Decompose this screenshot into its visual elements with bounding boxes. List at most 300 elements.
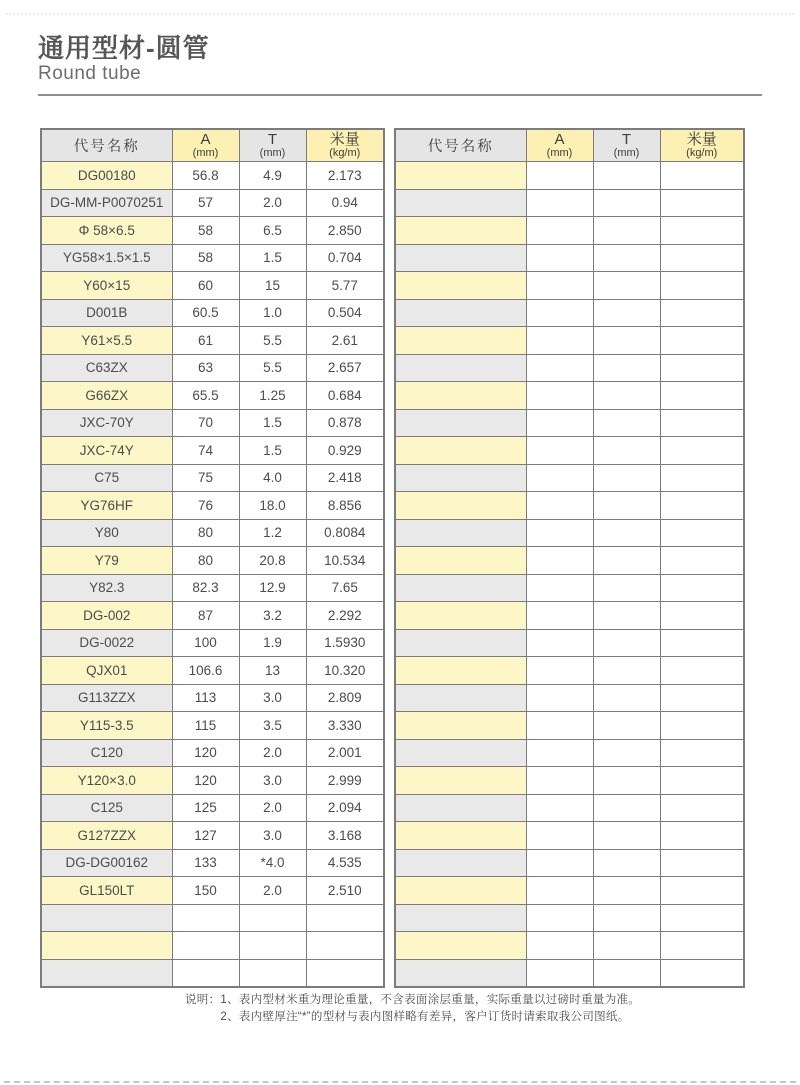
- cell-code-name: [395, 767, 526, 795]
- cell-a-mm: 70: [172, 409, 239, 437]
- cell-a-mm: 120: [172, 739, 239, 767]
- cell-t-mm: [593, 877, 660, 905]
- cell-a-mm: [526, 712, 593, 740]
- cell-weight: [660, 437, 744, 465]
- table-row: [41, 849, 384, 877]
- table-row: [41, 382, 384, 410]
- table-row: [395, 519, 744, 547]
- cell-code-name: JXC-74Y: [41, 437, 172, 465]
- cell-weight: 0.8084: [306, 519, 384, 547]
- cell-a-mm: 133: [172, 849, 239, 877]
- cell-a-mm: 56.8: [172, 162, 239, 190]
- column-header-t-label: T: [621, 130, 632, 148]
- cell-a-mm: [526, 464, 593, 492]
- cell-t-mm: 12.9: [239, 574, 306, 602]
- cell-t-mm: 3.0: [239, 767, 306, 795]
- cell-t-mm: [593, 849, 660, 877]
- cell-t-mm: 4.0: [239, 464, 306, 492]
- table-row: [41, 959, 384, 987]
- column-header-weight: [306, 129, 384, 162]
- cell-code-name: QJX01: [41, 657, 172, 685]
- cell-weight: 0.504: [306, 299, 384, 327]
- cell-code-name: [395, 959, 526, 987]
- cell-weight: [660, 959, 744, 987]
- cell-a-mm: [526, 189, 593, 217]
- cell-weight: [660, 602, 744, 630]
- cell-t-mm: [593, 299, 660, 327]
- table-row: [395, 602, 744, 630]
- cell-weight: [660, 299, 744, 327]
- cell-a-mm: [526, 244, 593, 272]
- cell-code-name: D001B: [41, 299, 172, 327]
- cell-a-mm: [526, 519, 593, 547]
- header-row: [395, 129, 744, 162]
- cell-weight: [660, 272, 744, 300]
- cell-weight: [660, 932, 744, 960]
- cell-weight: 10.320: [306, 657, 384, 685]
- cell-a-mm: 57: [172, 189, 239, 217]
- cell-a-mm: [526, 657, 593, 685]
- cell-a-mm: [526, 437, 593, 465]
- table-row: [395, 409, 744, 437]
- cell-t-mm: [593, 547, 660, 575]
- table-row: [395, 354, 744, 382]
- cell-t-mm: [593, 519, 660, 547]
- cell-weight: [660, 189, 744, 217]
- cell-t-mm: [239, 959, 306, 987]
- cell-code-name: [395, 629, 526, 657]
- cell-a-mm: [526, 849, 593, 877]
- cell-t-mm: 2.0: [239, 739, 306, 767]
- cell-t-mm: [593, 162, 660, 190]
- cell-a-mm: [526, 739, 593, 767]
- cell-code-name: C125: [41, 794, 172, 822]
- table-row: [395, 684, 744, 712]
- cell-a-mm: [526, 162, 593, 190]
- cell-t-mm: [593, 932, 660, 960]
- cell-t-mm: [593, 492, 660, 520]
- cell-weight: [660, 409, 744, 437]
- table-row: [395, 712, 744, 740]
- cell-t-mm: [593, 272, 660, 300]
- cell-t-mm: 1.5: [239, 244, 306, 272]
- cell-code-name: Y60×15: [41, 272, 172, 300]
- table-row: [41, 327, 384, 355]
- cell-code-name: Y115-3.5: [41, 712, 172, 740]
- table-row: [41, 162, 384, 190]
- cell-weight: [660, 767, 744, 795]
- table-row: [41, 409, 384, 437]
- cell-t-mm: 15: [239, 272, 306, 300]
- cell-a-mm: [172, 904, 239, 932]
- cell-code-name: G127ZZX: [41, 822, 172, 850]
- column-header-a-unit: (mm): [192, 146, 219, 159]
- cell-code-name: [395, 657, 526, 685]
- cell-t-mm: 3.5: [239, 712, 306, 740]
- cell-t-mm: [593, 959, 660, 987]
- table-row: [395, 437, 744, 465]
- cell-code-name: [395, 409, 526, 437]
- cell-code-name: YG76HF: [41, 492, 172, 520]
- cell-t-mm: 1.0: [239, 299, 306, 327]
- cell-a-mm: [526, 959, 593, 987]
- cell-code-name: [395, 162, 526, 190]
- header-row: [41, 129, 384, 162]
- table-row: [395, 382, 744, 410]
- cell-a-mm: 61: [172, 327, 239, 355]
- cell-a-mm: [526, 629, 593, 657]
- cell-t-mm: [593, 904, 660, 932]
- page-title: 通用型材-圆管: [38, 33, 210, 63]
- cell-code-name: Y79: [41, 547, 172, 575]
- cell-weight: [306, 959, 384, 987]
- cell-t-mm: 3.0: [239, 684, 306, 712]
- cell-code-name: [395, 492, 526, 520]
- cell-t-mm: 1.2: [239, 519, 306, 547]
- cell-weight: [660, 794, 744, 822]
- table-row: [41, 629, 384, 657]
- table-row: [41, 602, 384, 630]
- table-row: [41, 437, 384, 465]
- cell-code-name: [395, 794, 526, 822]
- footnote-1: 1、表内型材米重为理论重量，不含表面涂层重量，实际重量以过磅时重量为准。: [220, 994, 641, 1006]
- cell-code-name: DG-002: [41, 602, 172, 630]
- table-row: [41, 492, 384, 520]
- table-row: [395, 932, 744, 960]
- column-header-weight-unit: (kg/m): [686, 146, 718, 159]
- cell-weight: 2.292: [306, 602, 384, 630]
- cell-weight: 2.510: [306, 877, 384, 905]
- column-header-weight-label: 米量: [686, 130, 717, 148]
- cell-a-mm: 60.5: [172, 299, 239, 327]
- table-row: [41, 657, 384, 685]
- cell-t-mm: 2.0: [239, 877, 306, 905]
- cell-a-mm: [526, 822, 593, 850]
- cell-code-name: GL150LT: [41, 877, 172, 905]
- cell-code-name: [395, 849, 526, 877]
- table-row: [41, 794, 384, 822]
- table-row: [41, 464, 384, 492]
- cell-a-mm: 115: [172, 712, 239, 740]
- table-row: [395, 299, 744, 327]
- cell-code-name: [395, 354, 526, 382]
- cell-t-mm: 18.0: [239, 492, 306, 520]
- cell-t-mm: [593, 712, 660, 740]
- table-row: [41, 547, 384, 575]
- cell-weight: [660, 904, 744, 932]
- cell-code-name: Y61×5.5: [41, 327, 172, 355]
- cell-weight: [660, 354, 744, 382]
- cell-a-mm: 100: [172, 629, 239, 657]
- cell-t-mm: 6.5: [239, 217, 306, 245]
- cell-code-name: [395, 739, 526, 767]
- cell-a-mm: 120: [172, 767, 239, 795]
- table-row: [41, 877, 384, 905]
- cell-a-mm: 58: [172, 244, 239, 272]
- cell-weight: 3.168: [306, 822, 384, 850]
- cell-a-mm: 75: [172, 464, 239, 492]
- cell-weight: [660, 382, 744, 410]
- cell-t-mm: [593, 657, 660, 685]
- table-row: [395, 189, 744, 217]
- cell-code-name: [41, 959, 172, 987]
- cell-weight: 10.534: [306, 547, 384, 575]
- cell-code-name: [395, 217, 526, 245]
- cell-code-name: JXC-70Y: [41, 409, 172, 437]
- cell-a-mm: [172, 932, 239, 960]
- spec-table-right: [394, 128, 745, 988]
- table-row: [395, 327, 744, 355]
- cell-weight: [660, 217, 744, 245]
- cell-code-name: [395, 684, 526, 712]
- cell-a-mm: 65.5: [172, 382, 239, 410]
- column-header-weight-unit: (kg/m): [329, 146, 361, 159]
- cell-weight: 0.94: [306, 189, 384, 217]
- cell-weight: 2.809: [306, 684, 384, 712]
- table-row: [395, 822, 744, 850]
- cell-a-mm: 74: [172, 437, 239, 465]
- table-row: [41, 519, 384, 547]
- table-row: [41, 712, 384, 740]
- column-header-t-label: T: [267, 130, 278, 148]
- spec-tables: [40, 128, 745, 988]
- cell-weight: [660, 657, 744, 685]
- footnotes-label: 说明：: [185, 994, 221, 1006]
- cell-t-mm: [593, 767, 660, 795]
- cell-weight: [660, 629, 744, 657]
- cell-weight: [306, 904, 384, 932]
- cell-weight: 0.704: [306, 244, 384, 272]
- cell-t-mm: [593, 327, 660, 355]
- cell-weight: 3.330: [306, 712, 384, 740]
- cell-a-mm: 60: [172, 272, 239, 300]
- cell-code-name: G113ZZX: [41, 684, 172, 712]
- column-header-a-label: A: [200, 130, 211, 148]
- spec-table-left: [40, 128, 385, 988]
- cell-code-name: [395, 272, 526, 300]
- cell-weight: [660, 492, 744, 520]
- cell-a-mm: [526, 574, 593, 602]
- cell-weight: 8.856: [306, 492, 384, 520]
- cell-a-mm: 82.3: [172, 574, 239, 602]
- cell-weight: [660, 739, 744, 767]
- page-subtitle: Round tube: [38, 63, 142, 84]
- cell-t-mm: [593, 354, 660, 382]
- cell-a-mm: 87: [172, 602, 239, 630]
- table-row: [395, 272, 744, 300]
- cell-t-mm: [593, 382, 660, 410]
- cell-code-name: [41, 904, 172, 932]
- cell-t-mm: [239, 932, 306, 960]
- cell-weight: 2.418: [306, 464, 384, 492]
- cell-weight: [660, 547, 744, 575]
- table-row: [395, 959, 744, 987]
- cell-code-name: [395, 822, 526, 850]
- cell-code-name: DG00180: [41, 162, 172, 190]
- cell-code-name: [395, 327, 526, 355]
- table-row: [41, 932, 384, 960]
- table-row: [395, 629, 744, 657]
- cell-weight: 2.657: [306, 354, 384, 382]
- cell-weight: 2.850: [306, 217, 384, 245]
- table-row: [395, 794, 744, 822]
- cell-code-name: [395, 602, 526, 630]
- column-header-code-name: 代号名称: [41, 129, 172, 162]
- column-header-t: [593, 129, 660, 162]
- table-row: [395, 849, 744, 877]
- footnote-2: 2、表内壁厚注“*”的型材与表内图样略有差异，客户订货时请索取我公司图纸。: [220, 1011, 630, 1024]
- cell-code-name: C63ZX: [41, 354, 172, 382]
- title-divider: [38, 94, 762, 96]
- cell-weight: [660, 464, 744, 492]
- cell-code-name: [395, 904, 526, 932]
- cell-t-mm: [239, 904, 306, 932]
- cell-a-mm: 150: [172, 877, 239, 905]
- cell-a-mm: [526, 932, 593, 960]
- cell-code-name: [395, 464, 526, 492]
- cell-weight: 2.999: [306, 767, 384, 795]
- cell-a-mm: [526, 354, 593, 382]
- cell-code-name: Φ 58×6.5: [41, 217, 172, 245]
- cell-a-mm: [526, 217, 593, 245]
- cell-weight: [660, 519, 744, 547]
- cell-t-mm: 2.0: [239, 189, 306, 217]
- cell-weight: 4.535: [306, 849, 384, 877]
- cell-t-mm: *4.0: [239, 849, 306, 877]
- cell-a-mm: [526, 492, 593, 520]
- cell-weight: [660, 574, 744, 602]
- cell-weight: 1.5930: [306, 629, 384, 657]
- column-header-a-unit: (mm): [546, 146, 573, 159]
- cell-weight: [660, 877, 744, 905]
- column-header-a: [172, 129, 239, 162]
- cell-weight: 2.61: [306, 327, 384, 355]
- cell-a-mm: [526, 299, 593, 327]
- table-row: [395, 574, 744, 602]
- cell-a-mm: 125: [172, 794, 239, 822]
- table-row: [395, 904, 744, 932]
- cell-a-mm: 80: [172, 519, 239, 547]
- cell-weight: [660, 327, 744, 355]
- table-row: [41, 217, 384, 245]
- cell-a-mm: [526, 272, 593, 300]
- cell-code-name: YG58×1.5×1.5: [41, 244, 172, 272]
- cell-t-mm: 13: [239, 657, 306, 685]
- cell-code-name: DG-DG00162: [41, 849, 172, 877]
- cell-code-name: [395, 932, 526, 960]
- cell-a-mm: [526, 684, 593, 712]
- cell-code-name: [395, 437, 526, 465]
- cell-a-mm: [526, 877, 593, 905]
- cell-weight: 2.173: [306, 162, 384, 190]
- table-row: [395, 547, 744, 575]
- cell-weight: 0.929: [306, 437, 384, 465]
- cell-a-mm: [526, 602, 593, 630]
- table-row: [41, 244, 384, 272]
- cell-code-name: [395, 244, 526, 272]
- cell-t-mm: [593, 629, 660, 657]
- cell-weight: [660, 712, 744, 740]
- cell-a-mm: [526, 767, 593, 795]
- cell-a-mm: [526, 794, 593, 822]
- cell-code-name: [395, 299, 526, 327]
- table-row: [395, 464, 744, 492]
- cell-weight: [660, 684, 744, 712]
- column-header-weight: [660, 129, 744, 162]
- cell-t-mm: [593, 684, 660, 712]
- cell-t-mm: 5.5: [239, 354, 306, 382]
- cell-a-mm: [172, 959, 239, 987]
- cell-t-mm: 3.0: [239, 822, 306, 850]
- cell-a-mm: 80: [172, 547, 239, 575]
- table-row: [41, 189, 384, 217]
- cell-a-mm: 58: [172, 217, 239, 245]
- cell-code-name: [41, 932, 172, 960]
- cell-t-mm: 4.9: [239, 162, 306, 190]
- cell-code-name: Y82.3: [41, 574, 172, 602]
- column-header-weight-label: 米量: [329, 130, 360, 148]
- column-header-t-unit: (mm): [613, 146, 640, 159]
- cell-code-name: Y120×3.0: [41, 767, 172, 795]
- cell-t-mm: [593, 822, 660, 850]
- cell-t-mm: [593, 574, 660, 602]
- column-header-a: [526, 129, 593, 162]
- cell-t-mm: 1.5: [239, 409, 306, 437]
- cell-t-mm: [593, 217, 660, 245]
- column-header-t: [239, 129, 306, 162]
- table-row: [395, 244, 744, 272]
- cell-a-mm: [526, 327, 593, 355]
- cell-t-mm: [593, 464, 660, 492]
- table-row: [395, 657, 744, 685]
- cell-code-name: [395, 547, 526, 575]
- cell-a-mm: [526, 382, 593, 410]
- table-row: [395, 492, 744, 520]
- bottom-crop-line: [4, 1081, 796, 1083]
- cell-t-mm: 1.5: [239, 437, 306, 465]
- cell-a-mm: 63: [172, 354, 239, 382]
- table-row: [41, 767, 384, 795]
- cell-t-mm: [593, 739, 660, 767]
- cell-weight: 2.094: [306, 794, 384, 822]
- cell-t-mm: 3.2: [239, 602, 306, 630]
- cell-t-mm: [593, 794, 660, 822]
- cell-code-name: [395, 382, 526, 410]
- table-row: [41, 299, 384, 327]
- cell-code-name: C120: [41, 739, 172, 767]
- cell-code-name: [395, 574, 526, 602]
- cell-code-name: [395, 189, 526, 217]
- cell-weight: 2.001: [306, 739, 384, 767]
- cell-weight: 5.77: [306, 272, 384, 300]
- cell-code-name: [395, 877, 526, 905]
- cell-weight: [660, 244, 744, 272]
- cell-t-mm: 1.9: [239, 629, 306, 657]
- cell-a-mm: 106.6: [172, 657, 239, 685]
- cell-t-mm: [593, 409, 660, 437]
- table-row: [395, 739, 744, 767]
- table-row: [41, 574, 384, 602]
- cell-weight: 0.878: [306, 409, 384, 437]
- cell-t-mm: 20.8: [239, 547, 306, 575]
- cell-a-mm: 113: [172, 684, 239, 712]
- cell-code-name: C75: [41, 464, 172, 492]
- table-row: [395, 767, 744, 795]
- cell-weight: 0.684: [306, 382, 384, 410]
- column-header-t-unit: (mm): [259, 146, 286, 159]
- cell-t-mm: [593, 189, 660, 217]
- cell-code-name: [395, 712, 526, 740]
